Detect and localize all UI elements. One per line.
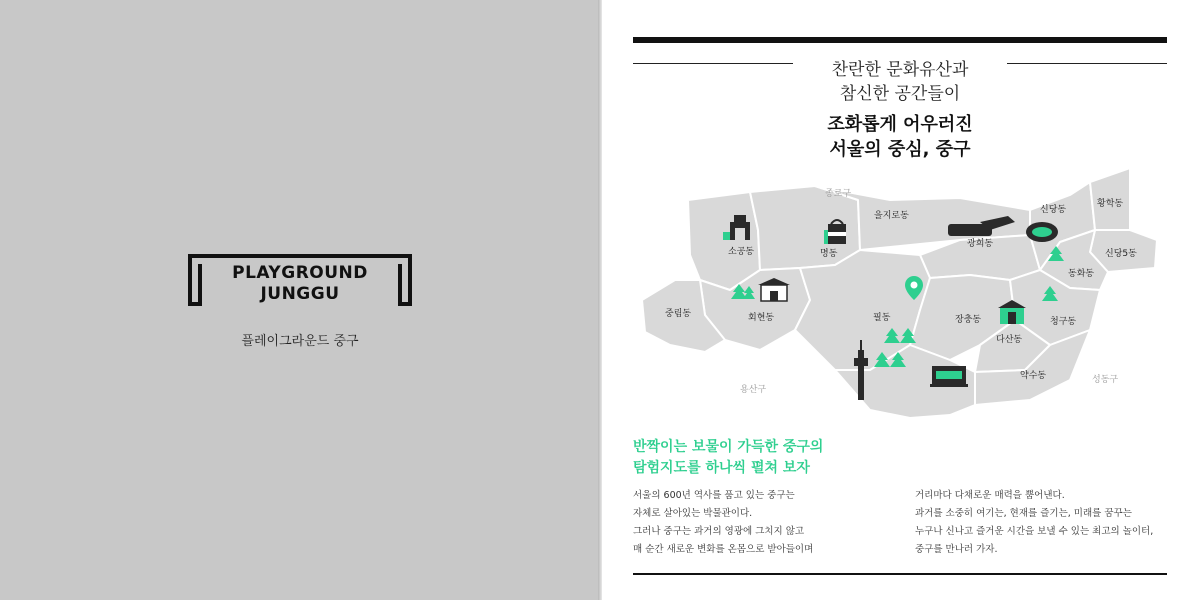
body-right-line-4: 중구를 만나러 가자.	[915, 544, 998, 555]
heading-bold-line-2: 서울의 중심, 중구	[829, 139, 971, 160]
page-fold	[598, 0, 602, 600]
region-sogong	[688, 192, 760, 290]
subheading	[633, 437, 823, 479]
body-right-line-1: 거리마다 다채로운 매력을 뿜어낸다.	[915, 490, 1065, 501]
district-sindang5: 신당5동	[1105, 249, 1137, 259]
body-left-line-3: 그러나 중구는 과거의 영광에 그치지 않고	[633, 526, 805, 537]
body-right-line-3: 누구나 신나고 즐거운 시간을 보낼 수 있는 최고의 놀이터,	[915, 526, 1154, 537]
district-dasan: 다산동	[996, 335, 1023, 345]
logo-korean-name: 플레이그라운드 중구	[241, 334, 359, 349]
museum-icon	[930, 366, 968, 387]
body-right-paragraph	[915, 487, 1167, 559]
logo-top-bar	[188, 254, 412, 258]
district-myeong: 명동	[820, 249, 838, 259]
playground-junggu-logo	[188, 254, 412, 306]
district-pil: 필동	[873, 313, 891, 323]
outer-label-seongdong: 성동구	[1092, 375, 1119, 385]
body-left-line-1: 서울의 600년 역사를 품고 있는 중구는	[633, 490, 795, 501]
body-left-line-2: 자체로 살아있는 박물관이다.	[633, 508, 753, 519]
heading-light-line-2: 참신한 공간들이	[839, 84, 961, 104]
district-jungnim: 중림동	[665, 309, 692, 319]
outer-label-yongsan: 용산구	[740, 385, 767, 395]
subheading-line-2: 탐험지도를 하나씩 펼쳐 보자	[633, 460, 810, 476]
bottom-rule	[633, 573, 1167, 575]
district-cheonggu: 청구동	[1050, 317, 1077, 327]
district-euljiro: 을지로동	[874, 211, 909, 221]
heading-bold	[780, 112, 1020, 162]
logo-line-2: JUNGGU	[260, 284, 340, 304]
top-thick-rule	[633, 37, 1167, 43]
body-left-line-4: 매 순간 새로운 변화를 온몸으로 받아들이며	[633, 544, 814, 555]
heading-rule-right	[1007, 63, 1167, 64]
body-right-line-2: 과거를 소중히 여기는, 현재를 즐기는, 미래를 꿈꾸는	[915, 508, 1132, 519]
district-jangchung: 장충동	[955, 315, 982, 325]
body-left-paragraph	[633, 487, 883, 559]
district-gwanghui: 광희동	[967, 239, 994, 249]
stadium-icon	[1026, 222, 1058, 242]
junggu-map	[630, 160, 1170, 430]
district-hwanghak: 황학동	[1097, 199, 1124, 209]
district-yaksu: 약수동	[1020, 371, 1047, 381]
heading-light	[780, 58, 1020, 106]
outer-label-jongno: 종로구	[825, 189, 852, 199]
district-donghwa: 동화동	[1068, 269, 1095, 279]
heading-bold-line-1: 조화롭게 어우러진	[827, 114, 973, 135]
heading-rule-left	[633, 63, 793, 64]
heading-light-line-1: 찬란한 문화유산과	[831, 60, 969, 80]
district-sindang: 신당동	[1040, 205, 1067, 215]
district-sogong: 소공동	[728, 247, 755, 257]
district-hoehyeon: 회현동	[748, 313, 775, 323]
subheading-line-1: 반짝이는 보물이 가득한 중구의	[633, 439, 824, 455]
logo-line-1: PLAYGROUND	[232, 263, 368, 283]
